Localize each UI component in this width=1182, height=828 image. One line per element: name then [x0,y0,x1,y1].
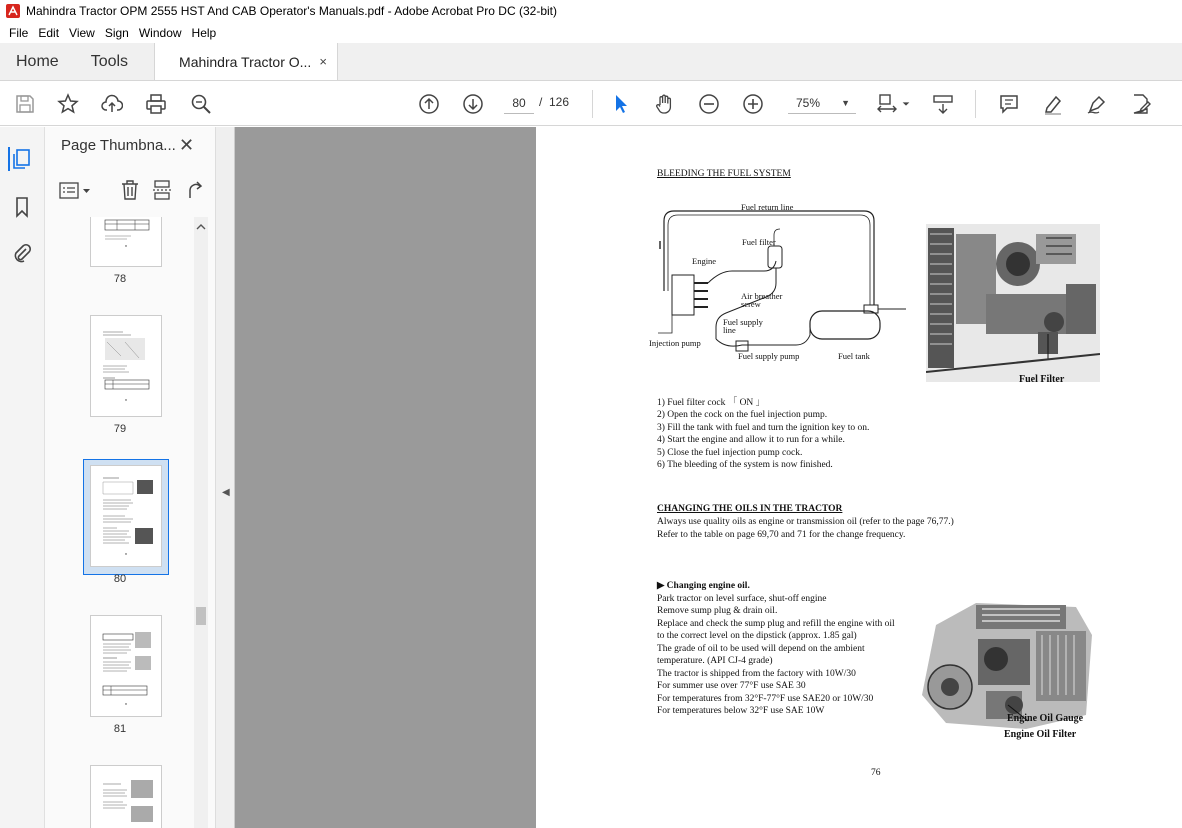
thumbnail-list [45,217,195,828]
section3-line-7: The tractor is shipped from the factory with 10W/30 [657,669,856,679]
delete-page-icon[interactable] [119,179,141,201]
collapse-panel-icon[interactable]: ◀ [222,487,230,498]
label-air-breather: Air breather [741,291,783,301]
label-fuel-filter: Fuel filter [742,237,776,247]
scrollbar-thumb[interactable] [196,607,206,625]
section3-line-10: For temperatures below 32°F use SAE 10W [657,706,825,716]
zoom-out-icon[interactable] [696,91,722,117]
menu-window[interactable]: Window [138,25,182,40]
thumbnails-title: Page Thumbna... [61,137,176,154]
scroll-up-icon[interactable] [196,223,206,231]
extract-page-icon[interactable] [151,179,173,201]
label-fuel-supply: Fuel supply [723,317,763,327]
tab-tools[interactable]: Tools [90,52,129,70]
sign-pen-icon[interactable] [1084,91,1110,117]
step-4: 4) Start the engine and allow it to run for a while. [657,435,845,445]
toolbar-divider [592,90,593,118]
thumbnail-page-81[interactable] [90,615,162,717]
section3-line-8: For summer use over 77°F use SAE 30 [657,681,806,691]
chevron-down-icon: ▼ [841,98,850,108]
section2-line-2: Refer to the table on page 69,70 and 71 for the change frequency. [657,530,906,540]
thumbnail-page-78[interactable] [90,217,162,267]
highlight-pen-icon[interactable] [1040,91,1066,117]
print-icon[interactable] [143,91,169,117]
panel-splitter[interactable] [215,127,235,828]
close-panel-icon[interactable]: ✕ [179,135,195,155]
section3-line-4: to the correct level on the dipstick (approx. 1.85 gal) [657,631,857,641]
step-2: 2) Open the cock on the fuel injection pump. [657,410,828,420]
section3-line-6: temperature. (API CJ-4 grade) [657,656,773,666]
thumbnails-tools [59,179,209,203]
section-title-bleeding: BLEEDING THE FUEL SYSTEM [657,169,791,179]
toolbar [0,81,1182,126]
window-title: Mahindra Tractor OPM 2555 HST And CAB Operator's Manuals.pdf - Adobe Acrobat Pro DC (32-bit) [26,4,557,18]
label-engine: Engine [692,256,717,266]
thumbnail-label: 81 [113,723,127,735]
zoom-level-select[interactable] [788,92,856,114]
page-thumbnails-panel [45,127,215,828]
thumbnail-page-80[interactable] [90,465,162,567]
menu-view[interactable]: View [69,25,95,40]
upload-cloud-icon[interactable] [99,91,125,117]
thumbnail-page-79[interactable] [90,315,162,417]
page-number-input[interactable] [504,92,534,114]
pdf-page [536,127,1182,828]
label-fuel-return-line: Fuel return line [741,202,794,212]
section3-line-5: The grade of oil to be used will depend on the ambient [657,644,865,654]
attachments-icon[interactable] [10,241,34,265]
tab-bar [0,43,1182,81]
page-fit-chevron-icon[interactable] [900,91,912,117]
document-viewer[interactable] [235,127,1182,828]
section3-line-9: For temperatures from 32°F-77°F use SAE20 or 10W/30 [657,694,874,704]
thumbnail-scrollbar[interactable] [194,217,208,828]
hand-tool-icon[interactable] [652,91,678,117]
zoom-search-icon[interactable] [188,91,214,117]
page-fit-icon[interactable] [874,91,900,117]
section3-line-3: Replace and check the sump plug and refill the engine with oil [657,619,895,629]
step-3: 3) Fill the tank with fuel and turn the ignition key to on. [657,423,870,433]
close-tab-icon[interactable]: × [319,54,327,69]
page-number: 76 [871,768,881,778]
page-thumbnails-icon[interactable] [8,147,32,171]
total-pages: 126 [549,95,570,109]
label-fuel-supply-pump: Fuel supply pump [738,351,800,361]
engine-fuel-filter-photo [926,224,1100,382]
section3-line-1: Park tractor on level surface, shut-off engine [657,594,827,604]
label-fuel-tank: Fuel tank [838,351,870,361]
tab-document-label: Mahindra Tractor O... [179,53,312,70]
caption-engine-oil-filter: Engine Oil Filter [1004,729,1077,740]
tab-document[interactable] [154,43,338,80]
section2-line-1: Always use quality oils as engine or transmission oil (refer to the page 76,77.) [657,517,954,527]
caption-engine-oil-gauge: Engine Oil Gauge [1007,713,1084,724]
step-1: 1) Fuel filter cock 「 ON 」 [657,398,766,408]
thumbnail-label: 80 [113,573,127,585]
section-title-engine-oil: ▶ Changing engine oil. [657,581,750,591]
menu-sign[interactable]: Sign [104,25,129,40]
select-cursor-icon[interactable] [608,91,634,117]
save-icon[interactable] [12,91,38,117]
thumbnail-label: 78 [113,273,127,285]
scroll-mode-icon[interactable] [930,91,956,117]
bookmark-star-icon[interactable] [55,91,81,117]
bookmarks-icon[interactable] [10,195,34,219]
label-air-breather-screw: screw [741,299,761,309]
edit-pdf-icon[interactable] [1128,91,1154,117]
next-page-icon[interactable] [460,91,486,117]
previous-page-icon[interactable] [416,91,442,117]
menu-help[interactable]: Help [191,25,217,40]
step-6: 6) The bleeding of the system is now finished. [657,460,833,470]
fuel-system-diagram [646,201,911,366]
thumbnail-options-icon[interactable] [59,181,93,201]
left-navigation-rail [0,127,45,828]
menu-bar [0,22,1182,43]
thumbnail-label: 79 [113,423,127,435]
menu-edit[interactable]: Edit [38,25,60,40]
section-title-changing-oils: CHANGING THE OILS IN THE TRACTOR [657,504,843,514]
label-fuel-supply-line: line [723,325,736,335]
zoom-level-value: 75% [796,96,821,110]
toolbar-divider [975,90,976,118]
label-injection-pump: Injection pump [649,338,701,348]
page-separator: / [539,95,543,109]
section3-line-2: Remove sump plug & drain oil. [657,606,778,616]
step-5: 5) Close the fuel injection pump cock. [657,448,803,458]
caption-fuel-filter: Fuel Filter [1019,374,1065,385]
title-bar [0,0,1182,22]
thumbnail-page-82[interactable] [90,765,162,828]
acrobat-icon [6,4,20,18]
comment-icon[interactable] [996,91,1022,117]
rotate-page-icon[interactable] [183,179,205,201]
menu-file[interactable]: File [9,25,29,40]
zoom-in-icon[interactable] [740,91,766,117]
tab-home[interactable]: Home [16,52,59,70]
